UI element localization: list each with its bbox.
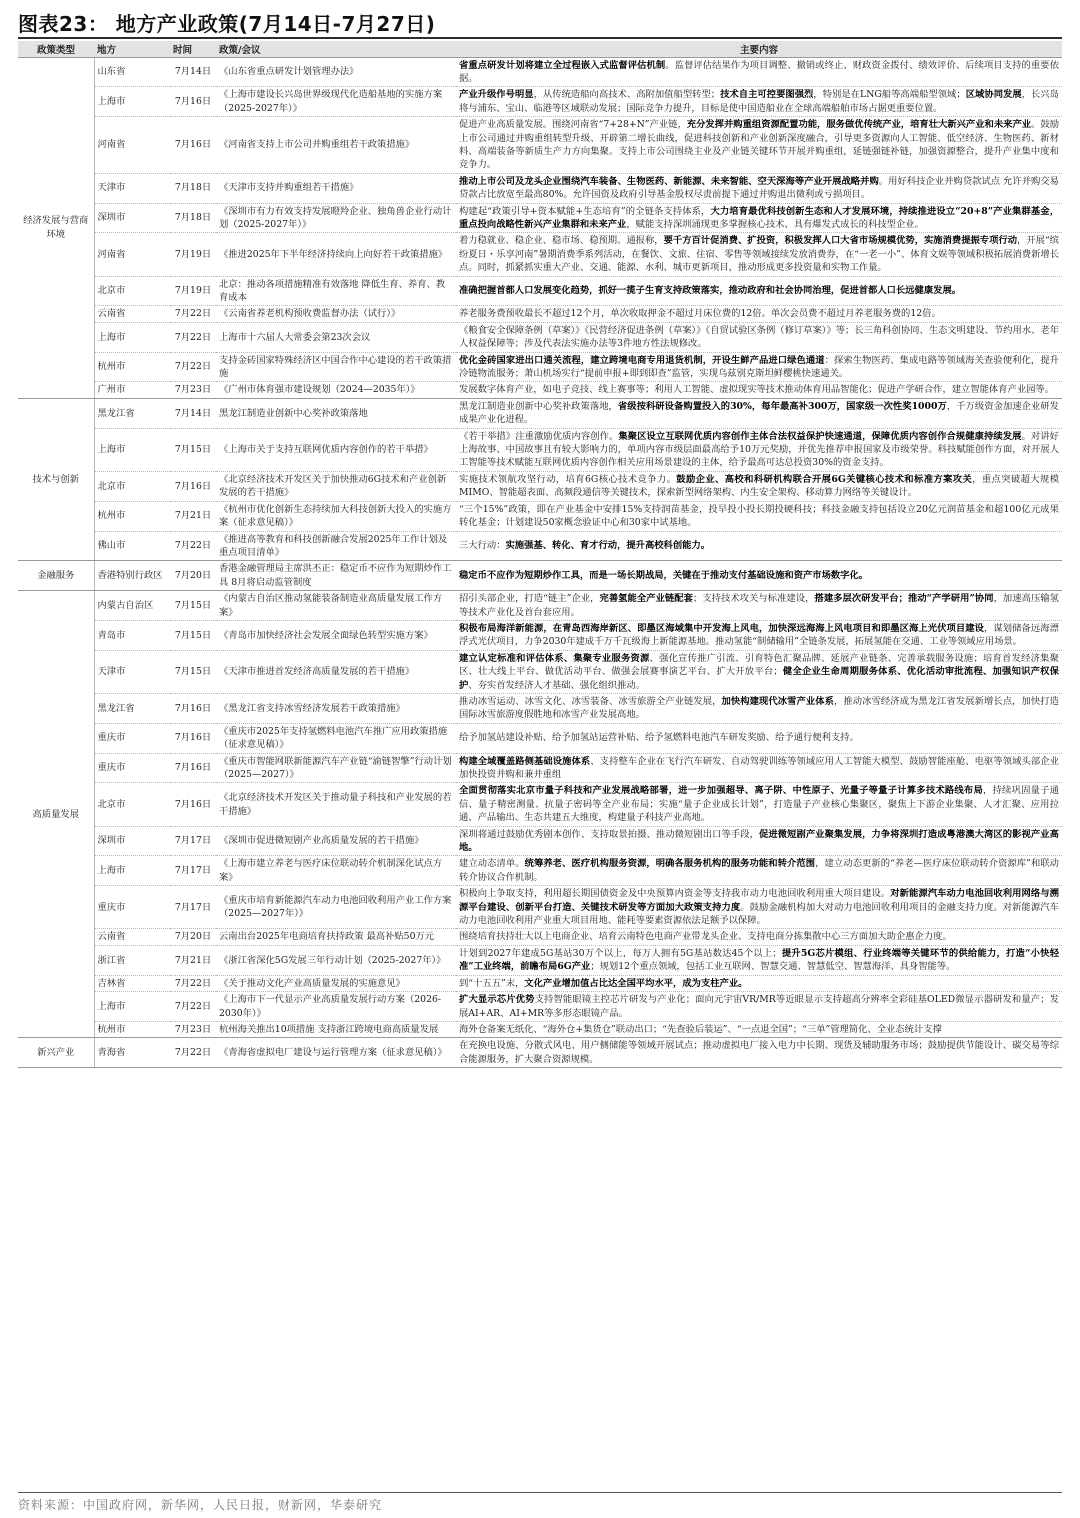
content-text: ，特别是在LNG船等高端船型领域； (813, 89, 966, 101)
date-cell: 7月22日 (170, 531, 216, 561)
content-highlight: 产业升级作号明显 (459, 89, 534, 101)
content-text: 积极向上争取支持，利用超长期国债资金及中央预算内资金等支持我市动力电池回收利用重大项目建设。 (459, 888, 891, 900)
content-text: 深圳将通过鼓励优秀剧本创作、支持取景拍摄、推动微短剧出口等手段， (459, 828, 760, 840)
content-highlight: 构建全域覆盖路侧基础设施体系 (459, 755, 591, 767)
content-cell (456, 723, 1062, 753)
date-cell: 7月14日 (170, 398, 216, 428)
content-cell (456, 1021, 1062, 1037)
date-cell: 7月21日 (170, 945, 216, 975)
date-cell: 7月22日 (170, 1038, 216, 1068)
policy-cell: 《推进高等教育和科技创新融合发展2025年工作计划及重点项目清单》 (216, 531, 456, 561)
content-highlight: 实施强基、转化、育才行动，提升高校科创能力。 (505, 540, 711, 552)
content-cell (456, 531, 1062, 561)
content-text: 、夯实首发经济人才基础、强化组织推动。 (468, 679, 645, 691)
region-cell: 上海市 (94, 856, 170, 886)
region-cell: 云南省 (94, 929, 170, 945)
table-row (18, 117, 1062, 174)
policy-cell: 香港金融管理局主席洪丕正：稳定币不应作为短期炒作工具 8月将启动监管制度 (216, 561, 456, 591)
date-cell: 7月22日 (170, 322, 216, 352)
region-cell: 深圳市 (94, 203, 170, 233)
content-text: 。用好科技企业并购贷款试点 允许并购交易贷款占比放宽至最高80%。允许国资及政府引导基金股权尽责前提下通过并购退出微利或亏损项目。 (459, 175, 1059, 201)
table-row (18, 1021, 1062, 1037)
region-cell: 广州市 (94, 382, 170, 398)
content-cell (456, 352, 1062, 382)
date-cell: 7月23日 (170, 382, 216, 398)
date-cell: 7月22日 (170, 352, 216, 382)
content-text: ，重点突破超大规模MIMO、智能超表面、高频段通信等关键技术，探索新型网络架构、内生安全架构、移动算力网络等关键设计。 (459, 473, 1059, 499)
policy-cell: 《内蒙古自治区推动氢能装备制造业高质量发展工作方案》 (216, 591, 456, 621)
policy-cell: 支持金砖国家特殊经济区中国合作中心建设的若干政策措施 (216, 352, 456, 382)
region-cell: 青岛市 (94, 620, 170, 650)
content-cell (456, 322, 1062, 352)
region-cell: 云南省 (94, 306, 170, 322)
date-cell: 7月15日 (170, 650, 216, 693)
policy-cell: 《河南省支持上市公司并购重组若干政策措施》 (216, 117, 456, 174)
content-cell (456, 753, 1062, 783)
region-cell: 杭州市 (94, 1021, 170, 1037)
region-cell: 上海市 (94, 322, 170, 352)
column-header: 地方 (94, 41, 170, 57)
content-text: 。鼓励上市公司通过并购重组转型升级、开辟第二增长曲线，促进科技创新和产业创新深度融合，引导更多资源向人工智能、低空经济、生物医药、新材料、高端装备等新质生产力方向集聚。支持上市公司围绕主业及产业链关键环节开展并购重组，延链强链补链，加强资源整合，提升产业集中度和竞争力。 (459, 119, 1059, 171)
table-row (18, 233, 1062, 276)
content-highlight: 加快构建现代冰雪产业体系 (721, 695, 835, 707)
content-text: ，赋能支持深圳涌现更多掌握核心技术、具有爆发式成长的科技型企业。 (626, 218, 924, 230)
policy-cell: 《深圳市有力有效支持发展瞪羚企业、独角兽企业行动计划（2025-2027年）》 (216, 203, 456, 233)
table-row (18, 561, 1062, 591)
table-row (18, 87, 1062, 117)
content-text: ；支持技术攻关与标准建设， (692, 593, 815, 605)
region-cell: 佛山市 (94, 531, 170, 561)
policy-cell: 云南出台2025年电商培育扶持政策 最高补贴50万元 (216, 929, 456, 945)
date-cell: 7月16日 (170, 783, 216, 826)
region-cell: 天津市 (94, 173, 170, 203)
table-row (18, 992, 1062, 1022)
date-cell: 7月14日 (170, 57, 216, 87)
table-row (18, 352, 1062, 382)
date-cell: 7月16日 (170, 723, 216, 753)
region-cell: 上海市 (94, 87, 170, 117)
content-cell (456, 620, 1062, 650)
content-text: 在充换电设施、分散式风电、用户侧储能等领域开展试点；推动虚拟电厂接入电力中长期、现货及辅助服务市场；鼓励提供节能设计、碳交易等综合能源服务，扩大聚合资源规模。 (459, 1040, 1059, 1065)
content-text: 发展数字体育产业，如电子竞技、线上赛事等；利用人工智能、虚拟现实等技术推动体育用品智能化；促进产学研合作，建立智能体育产业园等。 (459, 384, 1055, 396)
policy-cell: 《云南省养老机构预收费监督办法（试行）》 (216, 306, 456, 322)
content-text: 推动冰雪运动、冰雪文化、冰雪装备、冰雪旅游全产业链发展， (459, 695, 722, 707)
table-row (18, 886, 1062, 929)
table-row (18, 531, 1062, 561)
policy-cell: 《青岛市加快经济社会发展全面绿色转型实施方案》 (216, 620, 456, 650)
region-cell: 重庆市 (94, 723, 170, 753)
policy-cell: 杭州海关推出10项措施 支持浙江跨境电商高质量发展 (216, 1021, 456, 1037)
region-cell: 黑龙江省 (94, 398, 170, 428)
content-cell (456, 929, 1062, 945)
date-cell: 7月15日 (170, 428, 216, 471)
content-text: 三大行动： (459, 540, 506, 552)
table-row (18, 471, 1062, 501)
policy-cell: 《杭州市优化创新生态持续加大科技创新大投入的实施方案（征求意见稿）》 (216, 501, 456, 531)
content-cell (456, 276, 1062, 306)
region-cell: 黑龙江省 (94, 693, 170, 723)
table-row (18, 501, 1062, 531)
content-cell (456, 992, 1062, 1022)
table-row (18, 945, 1062, 975)
content-highlight: 稳定币不应作为短期炒作工具，而是一场长期战局，关键在于推动支付基础设施和资产市场数字化。 (459, 570, 869, 582)
content-highlight: 全面贯彻落实北京市量子科技和产业发展战略部署，进一步加强超导、离子阱、中性原子、光量子等量子计算多技术路线布局 (459, 785, 983, 797)
content-text: 构建起“政策引导+资本赋能+生态培育”的全链条支持体系， (459, 205, 711, 217)
table-row (18, 975, 1062, 991)
date-cell: 7月18日 (170, 173, 216, 203)
content-cell (456, 975, 1062, 991)
region-cell: 上海市 (94, 992, 170, 1022)
policy-cell: 《推进2025年下半年经济持续向上向好若干政策措施》 (216, 233, 456, 276)
content-highlight: 对新能源汽车动力电池回收利用网络与溯源平台建设、创新平台打造、关键技术研发等方面加大政策支持力度 (459, 888, 1059, 913)
policy-cell: 《上海市下一代显示产业高质量发展行动方案（2026-2030年）》 (216, 992, 456, 1022)
date-cell: 7月16日 (170, 693, 216, 723)
page-title: 图表23： 地方产业政策(7月14日-7月27日) (18, 12, 436, 36)
table-row (18, 723, 1062, 753)
content-highlight: 统筹养老、医疗机构服务资源，明确各服务机构的服务功能和转介范围 (524, 858, 816, 870)
content-highlight: 推动上市公司及龙头企业围绕汽车装备、生物医药、新能源、未来智能、空天深海等产业开展战略并购 (459, 175, 879, 187)
table-row (18, 650, 1062, 693)
table-header-row (18, 41, 1062, 57)
content-highlight: 省级按科研设备购置投入的30%，每年最高补300万，国家级一次性奖1000万 (617, 400, 947, 412)
content-text: ，加速高压输氢等技术产业化及首台套应用。 (459, 593, 1059, 618)
region-cell: 河南省 (94, 117, 170, 174)
region-cell: 河南省 (94, 233, 170, 276)
policy-cell: 黑龙江制造业创新中心奖补政策落地 (216, 398, 456, 428)
content-cell (456, 428, 1062, 471)
policy-cell: 《广州市体育强市建设规划（2024—2035年）》 (216, 382, 456, 398)
table-row (18, 856, 1062, 886)
table-row (18, 1038, 1062, 1068)
content-highlight: 优化金砖国家进出口通关流程，建立跨境电商专用退货机制，开设生鲜产品进口绿色通道 (459, 354, 825, 366)
content-highlight: 搭建多层次研发平台；推动“产学研用”协同 (814, 593, 994, 605)
content-text: “三个15%”政策，即在产业基金中安排15%支持润苗基金，投早投小投长期投硬科技；科技金融支持包括设立20亿元润苗基金和超100亿元成果转化基金；计划建设50家概念验证中心和30家中试基地。 (459, 503, 1059, 529)
policy-cell: 《重庆市培育新能源汽车动力电池回收利用产业工作方案（2025—2027年）》 (216, 886, 456, 929)
policy-cell: 《北京经济技术开发区关于加快推动6G技术和产业创新发展的若干措施》 (216, 471, 456, 501)
source-note: 资料来源：中国政府网，新华网，人民日报，财新网，华泰研究 (18, 1498, 383, 1512)
region-cell: 杭州市 (94, 501, 170, 531)
content-cell (456, 173, 1062, 203)
content-text: ，长兴岛将与浦东、宝山、临港等区域联动发展；国际竞争力提升，目标是使中国造船业在全球高端船舶市场占据更重要位置。 (459, 89, 1059, 114)
content-highlight: 积极布局海洋新能源，在青岛西海岸新区、即墨区海域集中开发海上风电，加快深远海海上风电项目和即墨区海上光伏项目建设 (459, 622, 985, 634)
table-row (18, 591, 1062, 621)
policy-cell: 《上海市建立养老与医疗床位联动转介机制深化试点方案》 (216, 856, 456, 886)
content-cell (456, 693, 1062, 723)
content-text: 促进产业高质量发展。围绕河南省“7+28+N”产业链， (459, 119, 687, 131)
date-cell: 7月15日 (170, 620, 216, 650)
content-highlight: 区域协同发展 (965, 89, 1022, 101)
content-text: ，持续巩固量子通信、量子精密测量、抗量子密码等全产业布局；实施“量子企业成长计划”，打造量子产业核心集聚区，聚焦上下游企业集聚、人才汇聚、应用拉通、产品输出、生态共建五大维度，构建量子科技产业高地。 (459, 785, 1059, 824)
content-text: 建立动态清单。 (459, 858, 525, 870)
date-cell: 7月20日 (170, 929, 216, 945)
table-row (18, 753, 1062, 783)
title-divider (18, 37, 1062, 39)
content-highlight: 集聚区设立互联网优质内容创作主体合法权益保护快速通道，保障优质内容创作合规健康持续发展 (618, 430, 1022, 442)
content-cell (456, 856, 1062, 886)
date-cell: 7月22日 (170, 992, 216, 1022)
region-cell: 杭州市 (94, 352, 170, 382)
date-cell: 7月20日 (170, 561, 216, 591)
content-text: 招引头部企业，打造“链主”企业， (459, 593, 600, 605)
content-cell (456, 117, 1062, 174)
policy-cell: 《上海市建设长兴岛世界级现代化造船基地的实施方案（2025-2027年）》 (216, 87, 456, 117)
content-text: 养老服务费预收最长不超过12个月，单次收取押金不超过月床位费的12倍。单次会员费不超过月养老服务费的12倍。 (459, 308, 941, 320)
content-text: ；规划12个重点领域，包括工业互联网、智慧交通、智慧低空、智慧海洋、具身智能等。 (590, 961, 956, 973)
table-row (18, 276, 1062, 306)
content-highlight: 提升5G芯片模组、行业终端等关键环节的供给能力，打造“小快轻准”工业终端，前瞻布局6G产业 (459, 947, 1059, 973)
date-cell: 7月18日 (170, 203, 216, 233)
region-cell: 北京市 (94, 783, 170, 826)
region-cell: 北京市 (94, 276, 170, 306)
table-row (18, 382, 1062, 398)
policy-cell: 《北京经济技术开发区关于推动量子科技和产业发展的若干措施》 (216, 783, 456, 826)
content-text: 、强化宣传推广引流、引育特色汇聚品牌、延展产业链条、完善承载服务设施；培育首发经济集聚区、壮大线上平台、做优活动平台、做强会展赛事演艺平台、扩大开放平台； (459, 652, 1059, 678)
column-header: 时间 (170, 41, 216, 57)
policy-cell: 《山东省重点研发计划管理办法》 (216, 57, 456, 87)
date-cell: 7月17日 (170, 886, 216, 929)
table-row (18, 826, 1062, 856)
content-cell (456, 886, 1062, 929)
content-cell (456, 783, 1062, 826)
content-text: 《若干举措》注重激励优质内容创作。 (459, 430, 619, 442)
content-cell (456, 650, 1062, 693)
content-text: 给予加氢站建设补贴、给予加氢站运营补贴、给予氢燃料电池汽车研发奖励、给予通行便利支持。 (459, 732, 859, 744)
table-body (18, 57, 1062, 1068)
table-row (18, 398, 1062, 428)
content-cell (456, 382, 1062, 398)
content-highlight: 建立认定标准和评估体系、集聚专业服务资源 (459, 652, 650, 664)
column-header: 主要内容 (456, 41, 1062, 57)
policy-cell: 《天津市推进首发经济高质量发展的若干措施》 (216, 650, 456, 693)
content-highlight: 省重点研发计划将建立全过程嵌入式监督评估机制 (459, 59, 666, 71)
policy-cell: 北京：推动各项措施精准有效落地 降低生育、养育、教育成本 (216, 276, 456, 306)
date-cell: 7月16日 (170, 471, 216, 501)
content-text: ，推动冰雪经济成为黑龙江省发展新增长点，加快打造国际冰雪旅游度假胜地和冰雪产业发展高地。 (459, 695, 1059, 721)
policy-category: 经济发展与营商环境 (18, 57, 94, 398)
date-cell: 7月22日 (170, 306, 216, 322)
table-row (18, 929, 1062, 945)
content-text: ，开展“缤纷夏日・乐享河南”暑期消费季系列活动，在餐饮、文旅、住宿、零售等领域接续发放消费券，在“一老一小”、体育文娱等领域积极拓展消费新增长点。同时，抓紧抓实重大产业、交通、能源、水利、城市更新项目，推动形成更多投资量和实物工作量。 (459, 235, 1059, 274)
policy-category: 高质量发展 (18, 591, 94, 1038)
content-cell (456, 945, 1062, 975)
content-text: 围绕培育扶持壮大以上电商企业、培育云南特色电商产业带龙头企业、支持电商分拣集散中心三方面加大助企惠企力度。 (459, 931, 952, 943)
date-cell: 7月21日 (170, 501, 216, 531)
content-text: 。监督评估结果作为项目调整、撤销或终止、财政资金拨付、绩效评价、后续项目支持的重要依据。 (459, 59, 1059, 84)
region-cell: 重庆市 (94, 753, 170, 783)
region-cell: 浙江省 (94, 945, 170, 975)
policy-cell: 《浙江省深化5G发展三年行动计划（2025-2027年）》 (216, 945, 456, 975)
content-cell (456, 306, 1062, 322)
content-cell (456, 398, 1062, 428)
policy-cell: 《青海省虚拟电厂建设与运行管理方案（征求意见稿）》 (216, 1038, 456, 1068)
policy-cell: 《关于推动文化产业高质量发展的实施意见》 (216, 975, 456, 991)
table-row (18, 173, 1062, 203)
region-cell: 青海省 (94, 1038, 170, 1068)
table-row (18, 306, 1062, 322)
content-highlight: 技术自主可控要图强烈 (720, 89, 814, 101)
content-cell (456, 561, 1062, 591)
content-text: 计划到2027年建成5G基站30万个以上，每万人拥有5G基站数达45个以上； (459, 947, 782, 959)
policy-cell: 上海市十六届人大常委会第23次会议 (216, 322, 456, 352)
region-cell: 山东省 (94, 57, 170, 87)
table-row (18, 620, 1062, 650)
policy-cell: 《黑龙江省支持冰雪经济发展若干政策措施》 (216, 693, 456, 723)
content-cell (456, 471, 1062, 501)
content-highlight: 完善氢能全产业链配套 (599, 593, 693, 605)
table-row (18, 57, 1062, 87)
content-text: ：探索生物医药、集成电路等领域海关查验便利化，提升冷链物流服务；萧山机场实行“提前申报+即到即查”监管，实现乌兹别克斯坦鲜樱桃快速通关。 (459, 354, 1059, 380)
content-text: 。对讲好上海故事、中国故事且有较大影响力的，单项内容市级层面最高给予10万元奖励，并优先推荐申报国家及市级荣誉。科技赋能创作方面，对开展人工智能等技术赋能互联网优质内容创作相关应用场景建设的主体，给予最高可达总投资30%的资金支持。 (459, 430, 1059, 469)
content-text: 《粮食安全保障条例（草案）》《民营经济促进条例（草案）》《自贸试验区条例（修订草案）》等；长三角科创协同、生态文明建设、节约用水、老年人权益保障等；涉及代表法实施办法等3件地方性法规修改。 (459, 324, 1059, 350)
region-cell: 天津市 (94, 650, 170, 693)
table-row (18, 783, 1062, 826)
content-cell (456, 233, 1062, 276)
region-cell: 香港特别行政区 (94, 561, 170, 591)
date-cell: 7月17日 (170, 856, 216, 886)
column-header: 政策/会议 (216, 41, 456, 57)
date-cell: 7月17日 (170, 826, 216, 856)
policy-cell: 《上海市关于支持互联网优质内容创作的若干举措》 (216, 428, 456, 471)
content-cell (456, 591, 1062, 621)
policy-table (18, 41, 1062, 1068)
date-cell: 7月15日 (170, 591, 216, 621)
region-cell: 深圳市 (94, 826, 170, 856)
content-text: 。鼓励金融机构加大对动力电池回收利用项目的金融支持力度。对新能源汽车动力电池回收利用产业重大项目用地、能耗等要素资源依法足额予以保障。 (459, 901, 1059, 927)
footer-divider (18, 1492, 1062, 1493)
content-text: 黑龙江制造业创新中心奖补政策落地， (459, 400, 618, 412)
content-highlight: 鼓励企业、高校和科研机构联合开展6G关键核心技术和标准方案攻关 (676, 473, 973, 485)
content-cell (456, 87, 1062, 117)
content-highlight: 健全企业生命周期服务体系、优化活动审批流程、加强知识产权保护 (459, 666, 1059, 691)
date-cell: 7月16日 (170, 753, 216, 783)
policy-cell: 《重庆市智能网联新能源汽车产业链“渝链智擎”行动计划（2025—2027）》 (216, 753, 456, 783)
content-text: 实施技术领航攻坚行动，培育6G核心技术竞争力。 (459, 473, 677, 485)
content-highlight: 促进微短剧产业聚集发展，力争将深圳打造成粤港澳大湾区的影视产业高地。 (459, 828, 1059, 854)
policy-cell: 《重庆市2025年支持氢燃料电池汽车推广应用政策措施（征求意见稿）》 (216, 723, 456, 753)
content-highlight: 准确把握首都人口发展变化趋势，抓好一揽子生育支持政策落实，推动政府和社会协同治理，促进首都人口长远健康发展。 (459, 285, 962, 297)
content-text: 着力稳就业、稳企业、稳市场、稳预期。通报称， (459, 235, 664, 247)
content-highlight: 充分发挥并购重组资源配置功能，服务做优传统产业，培育壮大新兴产业和未来产业 (686, 119, 1032, 131)
region-cell: 重庆市 (94, 886, 170, 929)
content-cell (456, 1038, 1062, 1068)
region-cell: 上海市 (94, 428, 170, 471)
content-text: 到“十五五”末， (459, 977, 525, 989)
content-text: 、支持整车企业在飞行汽车研发、自动驾驶训练等领域应用人工智能大模型、鼓励智能座舱、电驱等领域头部企业加快投资并购和兼并重组 (459, 755, 1059, 780)
content-cell (456, 203, 1062, 233)
date-cell: 7月16日 (170, 87, 216, 117)
content-text: 海外仓备案无纸化、“海外仓+集货仓”联动出口；“先查验后装运”、“一点退全国”；“三单”管理简化、全业态统计支撑 (459, 1023, 942, 1035)
region-cell: 内蒙古自治区 (94, 591, 170, 621)
table-row (18, 693, 1062, 723)
policy-category: 新兴产业 (18, 1038, 94, 1068)
content-text: ，千万级资金加速企业研发成果产业化进程。 (459, 400, 1059, 426)
region-cell: 北京市 (94, 471, 170, 501)
date-cell: 7月22日 (170, 975, 216, 991)
table-row (18, 203, 1062, 233)
content-highlight: 扩大显示芯片优势 (459, 994, 535, 1006)
policy-cell: 《天津市支持并购重组若干措施》 (216, 173, 456, 203)
date-cell: 7月19日 (170, 276, 216, 306)
column-header: 政策类型 (18, 41, 94, 57)
content-highlight: 大力培育最优科技创新生态和人才发展环境，持续推进设立“20+8”产业集群基金，重点投向战略性新兴产业集群和未来产业 (459, 205, 1059, 230)
content-text: ，建立动态更新的“养老—医疗床位联动转介资源库”和联动转介协议合作机制。 (459, 858, 1059, 883)
region-cell: 吉林省 (94, 975, 170, 991)
date-cell: 7月23日 (170, 1021, 216, 1037)
content-highlight: 要千方百计促消费、扩投资，积极发挥人口大省市场规模优势，实施消费提振专项行动 (663, 235, 1018, 247)
content-text: ，谋划储备远海漂浮式光伏项目，力争2030年建成千万千瓦级海上新能源基地。推动氢能“制储输用”全链条发展，拓展氢能在交通、工业等领域应用场景。 (459, 622, 1059, 648)
content-cell (456, 57, 1062, 87)
table-row (18, 428, 1062, 471)
date-cell: 7月19日 (170, 233, 216, 276)
policy-category: 技术与创新 (18, 398, 94, 560)
content-cell (456, 826, 1062, 856)
date-cell: 7月16日 (170, 117, 216, 174)
content-cell (456, 501, 1062, 531)
content-text: 支持智能眼镜主控芯片研发与产业化；面向元宇宙VR/MR等近眼显示支持超高分辨率全彩硅基OLED微显示器研发和量产；发展AI+AR、AI+MR等多形态眼镜产品。 (459, 994, 1059, 1019)
content-text: ，从传统造船向高技术、高附加值船型转型； (533, 89, 721, 101)
content-highlight: 文化产业增加值占比达全国平均水平，成为支柱产业。 (524, 977, 748, 989)
policy-cell: 《深圳市促进微短剧产业高质量发展的若干措施》 (216, 826, 456, 856)
table-row (18, 322, 1062, 352)
policy-category: 金融服务 (18, 561, 94, 591)
